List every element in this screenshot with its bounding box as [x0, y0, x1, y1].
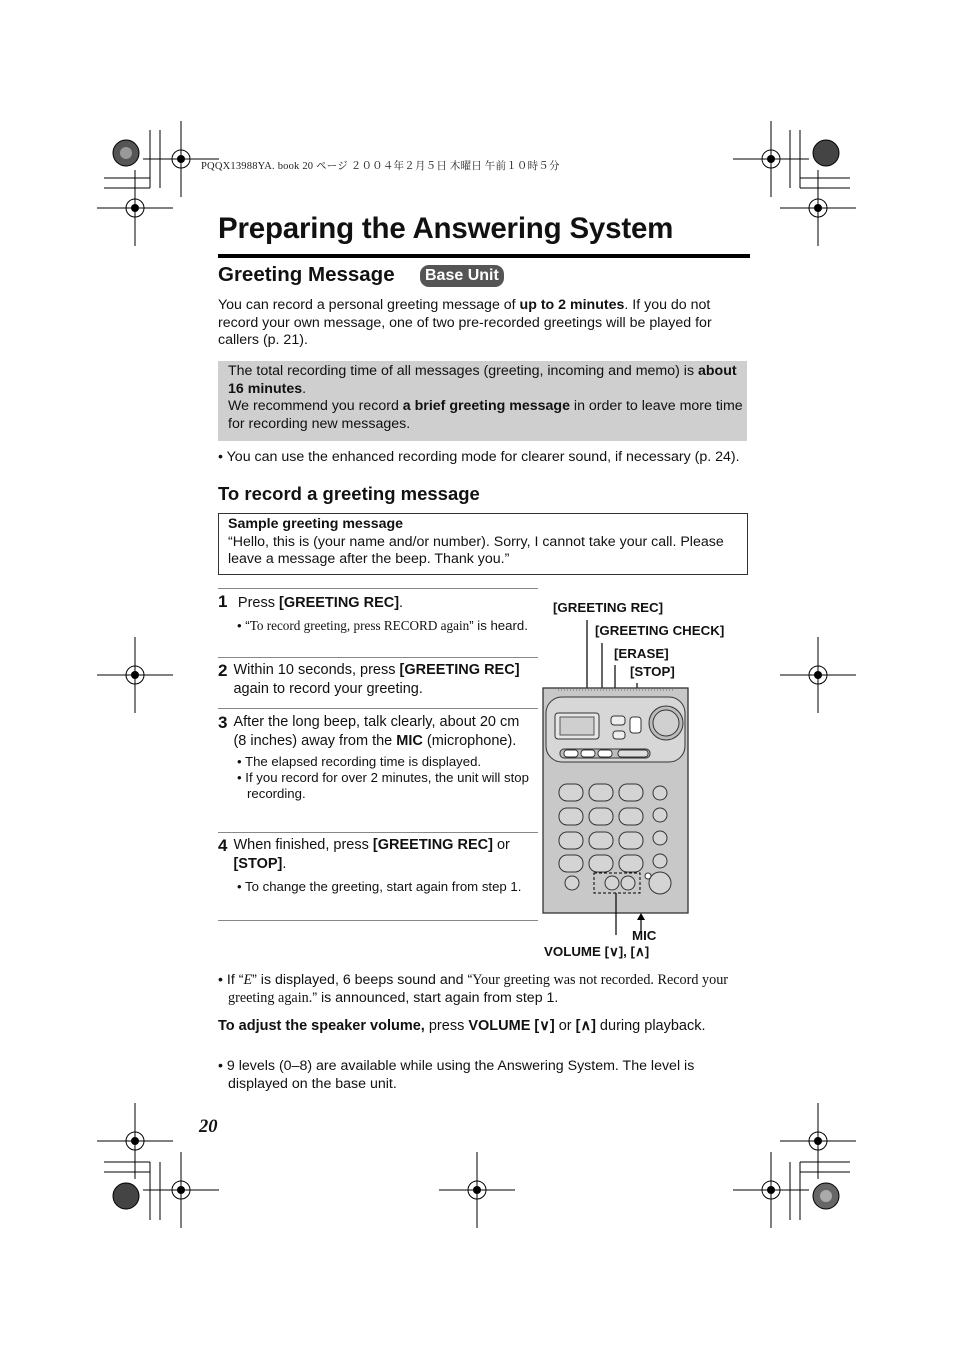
error-glyph: E [243, 972, 253, 988]
enhanced-mode-note: • You can use the enhanced recording mode for clearer sound, if necessary (p. 24). [218, 449, 740, 465]
sample-greeting-text: “Hello, this is (your name and/or number). Sorry, I cannot take your call. Please leave a message after the beep. Thank you.” [228, 533, 724, 568]
step-1 [218, 592, 536, 634]
step-4-note: • To change the greeting, start again from step 1. [237, 879, 522, 894]
error-note-pre: • If “ [218, 972, 244, 988]
note-box [218, 361, 747, 441]
label-volume: VOLUME [∨], [∧] [544, 944, 650, 959]
file-header: PQQX13988YA. book 20 ページ ２００４年２月５日 木曜日 午前１０時５分 [201, 161, 560, 172]
label-greeting-rec: [GREETING REC] [553, 600, 664, 615]
intro-text-2: . If you do not record your own message, one of two pre-recorded greetings will be played for callers (p. 21). [218, 297, 712, 349]
error-note [218, 972, 758, 1007]
step-3 [218, 713, 536, 802]
step-bold: [GREETING REC] [279, 595, 400, 611]
note-bold: about 16 minutes [228, 363, 737, 397]
step-divider [218, 832, 538, 833]
step-bold: [GREETING REC] [372, 837, 493, 853]
error-note-voice: Your greeting was not recorded. Record your greeting again. [228, 972, 729, 1006]
label-greeting-check: [GREETING CHECK] [595, 623, 725, 638]
step-3-note-1: • The elapsed recording time is displayed. [237, 754, 482, 769]
step-bold: MIC [396, 733, 423, 749]
step-divider [218, 588, 538, 589]
step-number: 4 [218, 836, 228, 855]
step-number: 1 [218, 592, 228, 611]
base-unit-diagram [540, 615, 692, 935]
title-rule [218, 254, 750, 258]
volume-text-2: or [554, 1018, 576, 1034]
note-box-text [228, 363, 743, 433]
step-text: Within 10 seconds, press [233, 662, 400, 678]
step-text: When finished, press [233, 837, 373, 853]
step-3-note-2: • If you record for over 2 minutes, the unit will stop recording. [237, 770, 529, 801]
step-text-post: (microphone). [422, 733, 517, 749]
sample-greeting-title: Sample greeting message [228, 516, 404, 532]
label-mic: MIC [632, 928, 657, 943]
step-divider [218, 657, 538, 658]
label-erase: [ERASE] [614, 646, 669, 661]
label-stop: [STOP] [630, 664, 675, 679]
step-text-mid: or [492, 837, 510, 853]
error-note-post: ” is announced, start again from step 1. [312, 989, 559, 1006]
note-text-3: We recommend you record [228, 398, 403, 415]
error-note-mid: ” is displayed, 6 beeps sound and “ [252, 972, 473, 988]
step-note-voice: To record greeting, press RECORD again [249, 618, 470, 633]
step-text: After the long beep, talk clearly, about 20 cm (8 inches) away from the [233, 714, 520, 749]
volume-text: press [424, 1018, 469, 1034]
step-2 [218, 661, 536, 699]
step-divider [218, 708, 538, 709]
volume-bold-3: [∧] [575, 1018, 596, 1034]
volume-instruction [218, 1017, 738, 1036]
intro-paragraph [218, 297, 738, 350]
base-unit-badge: Base Unit [420, 265, 504, 287]
section-heading: Greeting Message [218, 263, 395, 286]
step-text-post: . [399, 595, 404, 611]
volume-bold: To adjust the speaker volume, [218, 1018, 425, 1034]
volume-bold-2: VOLUME [∨] [468, 1018, 555, 1034]
step-note-post: ” is heard. [469, 618, 528, 633]
note-text-4: in order to leave more time for recording new messages. [228, 398, 743, 432]
subheading: To record a greeting message [218, 483, 480, 504]
step-bold-2: [STOP] [233, 856, 283, 872]
intro-bold: up to 2 minutes [519, 297, 625, 313]
step-1-note [237, 618, 536, 634]
step-bold: [GREETING REC] [399, 662, 520, 678]
note-text: The total recording time of all messages (greeting, incoming and memo) is [228, 363, 698, 379]
step-note-pre: • “ [237, 618, 250, 633]
step-number: 3 [218, 713, 228, 732]
page-number: 20 [199, 1117, 218, 1137]
note-bold-2: a brief greeting message [402, 398, 570, 415]
sample-greeting-content [228, 516, 740, 569]
volume-text-3: during playback. [595, 1018, 706, 1034]
step-divider [218, 920, 538, 921]
page-title: Preparing the Answering System [218, 212, 674, 245]
step-number: 2 [218, 661, 228, 680]
sample-greeting-box [218, 513, 748, 575]
volume-levels-note: • 9 levels (0–8) are available while using the Answering System. The level is displayed on the base unit. [218, 1058, 695, 1092]
step-text: Press [237, 595, 280, 611]
intro-text: You can record a personal greeting message of [218, 297, 520, 313]
step-text-post: . [282, 856, 287, 872]
note-text-2: . [302, 380, 307, 397]
step-4 [218, 836, 536, 895]
step-text-post: again to record your greeting. [233, 681, 423, 697]
